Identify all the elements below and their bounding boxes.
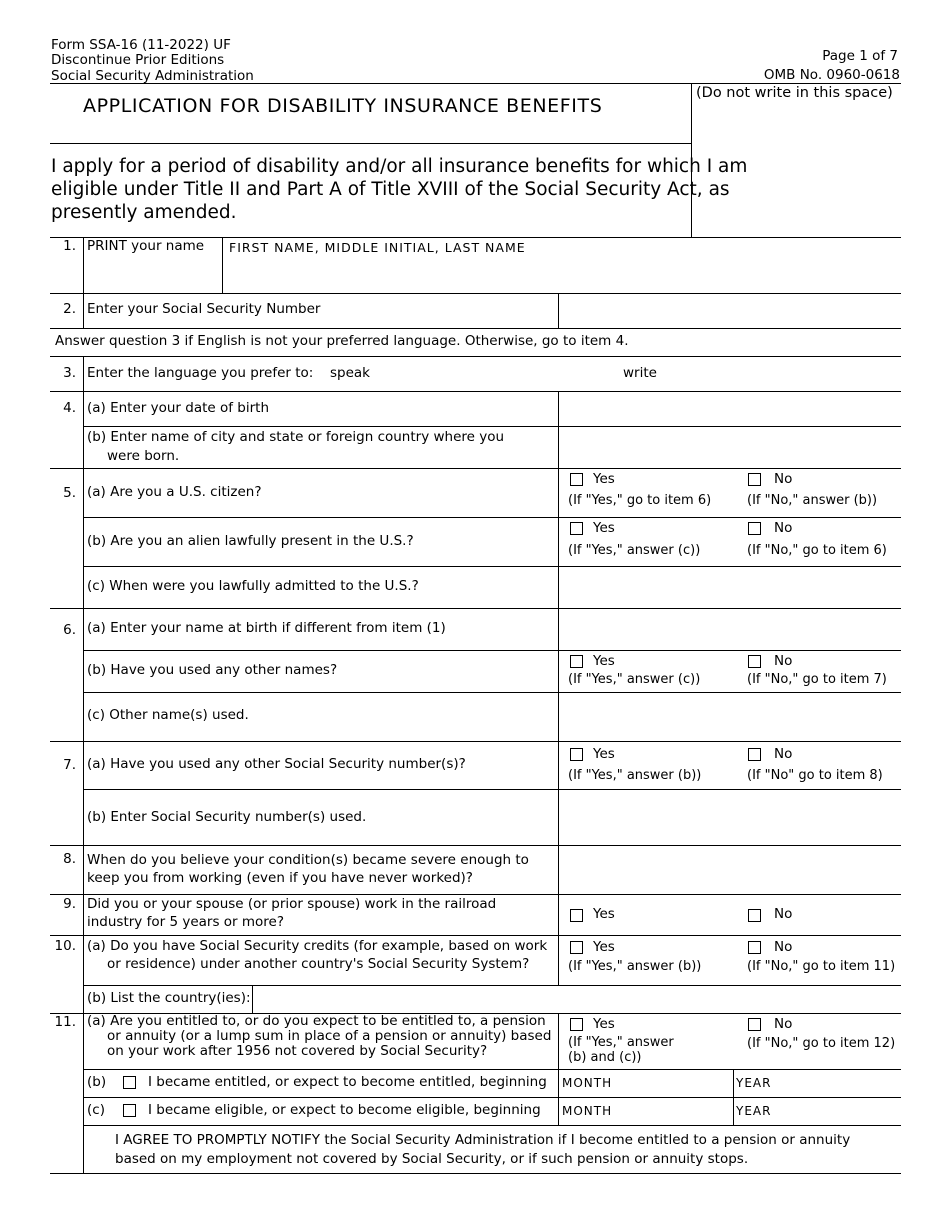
q9-label-line2: industry for 5 years or more?: [87, 914, 285, 930]
q5b-yes-label: Yes: [593, 520, 615, 536]
discontinue-notice: Discontinue Prior Editions: [51, 52, 225, 68]
q6c-label: (c) Other name(s) used.: [87, 707, 249, 723]
omb-number: OMB No. 0960-0618: [763, 67, 900, 83]
ssn-field[interactable]: [559, 294, 900, 327]
q11b-checkbox[interactable]: [123, 1076, 136, 1089]
q4a-label: (a) Enter your date of birth: [87, 400, 270, 416]
q5b-yes-checkbox[interactable]: [570, 522, 583, 535]
q5a-no-label: No: [774, 471, 793, 487]
q11c-year-label: YEAR: [736, 1104, 772, 1118]
q11b-label: I became entitled, or expect to become entitled, beginning: [148, 1074, 547, 1090]
q1-number: 1.: [63, 238, 76, 254]
q11a-no-instruction: (If "No," go to item 12): [747, 1036, 896, 1051]
q7a-yes-checkbox[interactable]: [570, 748, 583, 761]
q8-label-line1: When do you believe your condition(s) became severe enough to: [87, 852, 529, 868]
q11a-no-label: No: [774, 1016, 793, 1032]
q5a-no-checkbox[interactable]: [748, 473, 761, 486]
q5b-no-checkbox[interactable]: [748, 522, 761, 535]
condition-date-field[interactable]: [559, 846, 900, 893]
agency-name: Social Security Administration: [51, 68, 254, 84]
q9-no-label: No: [774, 906, 793, 922]
q6-number: 6.: [63, 622, 76, 638]
q11b-month-field[interactable]: [559, 1070, 732, 1096]
q3-speak-label: speak: [330, 365, 370, 381]
country-list-field[interactable]: [253, 986, 900, 1012]
date-of-birth-field[interactable]: [559, 392, 900, 425]
q1-sublabel: FIRST NAME, MIDDLE INITIAL, LAST NAME: [229, 240, 526, 255]
q11-number: 11.: [54, 1014, 76, 1030]
q10a-label-line2: or residence) under another country's Social Security System?: [107, 956, 530, 972]
q10a-no-instruction: (If "No," go to item 11): [747, 959, 896, 974]
q7b-label: (b) Enter Social Security number(s) used.: [87, 809, 367, 825]
q4-number: 4.: [63, 400, 76, 416]
q11c-year-field[interactable]: [734, 1098, 900, 1124]
q3-instruction: Answer question 3 if English is not your preferred language. Otherwise, go to item 4.: [55, 333, 629, 349]
q6b-no-checkbox[interactable]: [748, 655, 761, 668]
q6b-no-label: No: [774, 653, 793, 669]
q10a-label-line1: (a) Do you have Social Security credits (for example, based on work: [87, 938, 548, 954]
q1-label: PRINT your name: [87, 238, 205, 254]
q4b-label-line1: (b) Enter name of city and state or foreign country where you: [87, 429, 505, 445]
q7a-no-label: No: [774, 746, 793, 762]
page-number: Page 1 of 7: [822, 48, 898, 64]
q8-number: 8.: [63, 851, 76, 867]
q11b-letter: (b): [87, 1074, 107, 1090]
other-ssn-field[interactable]: [559, 790, 900, 844]
q11a-yes-checkbox[interactable]: [570, 1018, 583, 1031]
q11a-yes-instruction: (If "Yes," answer (b) and (c)): [568, 1035, 674, 1065]
q5b-yes-instruction: (If "Yes," answer (c)): [568, 543, 701, 558]
q5a-no-instruction: (If "No," answer (b)): [747, 493, 878, 508]
q11c-month-label: MONTH: [562, 1104, 613, 1118]
q7a-yes-instruction: (If "Yes," answer (b)): [568, 768, 702, 783]
q6b-yes-checkbox[interactable]: [570, 655, 583, 668]
q2-label: Enter your Social Security Number: [87, 301, 321, 317]
q8-label-line2: keep you from working (even if you have never worked)?: [87, 870, 473, 886]
q10b-label: (b) List the country(ies):: [87, 990, 251, 1006]
q11a-no-checkbox[interactable]: [748, 1018, 761, 1031]
q11c-label: I became eligible, or expect to become eligible, beginning: [148, 1102, 541, 1118]
q11b-year-label: YEAR: [736, 1076, 772, 1090]
q9-no-checkbox[interactable]: [748, 909, 761, 922]
q9-yes-checkbox[interactable]: [570, 909, 583, 922]
q11b-month-label: MONTH: [562, 1076, 613, 1090]
q9-yes-label: Yes: [593, 906, 615, 922]
intro-statement: I apply for a period of disability and/or all insurance benefits for which I am eligible under Title II and Part A of Title XVIII of the Social Security Act, as presently amended.: [51, 156, 748, 223]
speak-language-field[interactable]: [380, 360, 610, 388]
q7a-no-instruction: (If "No" go to item 8): [747, 768, 883, 783]
form-id: Form SSA-16 (11-2022) UF: [51, 37, 231, 53]
q6a-label: (a) Enter your name at birth if different from item (1): [87, 620, 446, 636]
q5b-label: (b) Are you an alien lawfully present in the U.S.?: [87, 533, 414, 549]
q5c-label: (c) When were you lawfully admitted to the U.S.?: [87, 578, 419, 594]
q3-write-label: write: [623, 365, 657, 381]
q5b-no-label: No: [774, 520, 793, 536]
q3-label: Enter the language you prefer to:: [87, 365, 314, 381]
other-names-field[interactable]: [559, 693, 900, 740]
q7a-label: (a) Have you used any other Social Security number(s)?: [87, 756, 466, 772]
q11a-yes-label: Yes: [593, 1016, 615, 1032]
q5-number: 5.: [63, 485, 76, 501]
q7-number: 7.: [63, 757, 76, 773]
q5b-no-instruction: (If "No," go to item 6): [747, 543, 887, 558]
q11b-year-field[interactable]: [734, 1070, 900, 1096]
q5a-label: (a) Are you a U.S. citizen?: [87, 484, 262, 500]
q6b-no-instruction: (If "No," go to item 7): [747, 672, 887, 687]
q10a-yes-label: Yes: [593, 939, 615, 955]
q10a-no-checkbox[interactable]: [748, 941, 761, 954]
q11c-letter: (c): [87, 1102, 105, 1118]
q6b-yes-label: Yes: [593, 653, 615, 669]
q10a-no-label: No: [774, 939, 793, 955]
office-use-label: (Do not write in this space): [696, 85, 893, 101]
q3-number: 3.: [63, 365, 76, 381]
q10-number: 10.: [54, 938, 76, 954]
birthplace-field[interactable]: [559, 427, 900, 467]
q6b-yes-instruction: (If "Yes," answer (c)): [568, 672, 701, 687]
q11c-checkbox[interactable]: [123, 1104, 136, 1117]
q5a-yes-label: Yes: [593, 471, 615, 487]
q5a-yes-instruction: (If "Yes," go to item 6): [568, 493, 712, 508]
q7a-yes-label: Yes: [593, 746, 615, 762]
q11a-label: (a) Are you entitled to, or do you expect to be entitled to, a pension or annuity (or a lump sum in place of a pension or annuity) based on your work after 1956 not covered by Social Security?: [87, 1013, 552, 1059]
admission-date-field[interactable]: [559, 567, 900, 607]
q9-number: 9.: [63, 896, 76, 912]
q10a-yes-checkbox[interactable]: [570, 941, 583, 954]
q6b-label: (b) Have you used any other names?: [87, 662, 338, 678]
write-language-field[interactable]: [665, 360, 900, 388]
q2-number: 2.: [63, 301, 76, 317]
q11-agreement-statement: I AGREE TO PROMPTLY NOTIFY the Social Security Administration if I become entitled to a pension or annuity based on my employment not covered by Social Security, or if such pension or annuity stops.: [115, 1132, 851, 1167]
q9-label-line1: Did you or your spouse (or prior spouse) work in the railroad: [87, 896, 497, 912]
birth-name-field[interactable]: [559, 609, 900, 649]
name-field[interactable]: [223, 260, 900, 292]
q10a-yes-instruction: (If "Yes," answer (b)): [568, 959, 702, 974]
q4b-label-line2: were born.: [107, 448, 180, 464]
q11c-month-field[interactable]: [559, 1098, 732, 1124]
q5a-yes-checkbox[interactable]: [570, 473, 583, 486]
page-title: APPLICATION FOR DISABILITY INSURANCE BENEFITS: [83, 95, 603, 117]
q7a-no-checkbox[interactable]: [748, 748, 761, 761]
